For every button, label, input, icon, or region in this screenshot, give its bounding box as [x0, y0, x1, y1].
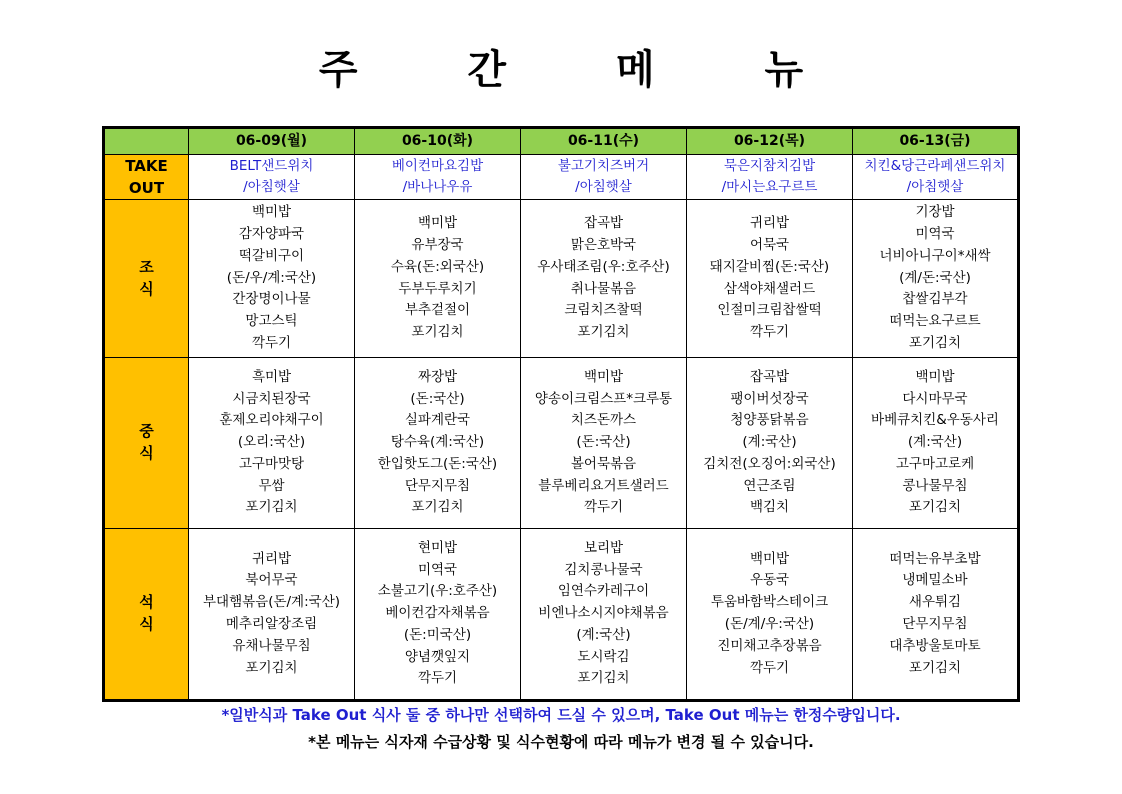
- menu-item: 메추리알장조림: [225, 616, 318, 632]
- row-label-line: 식: [139, 615, 154, 633]
- menu-item: 우동국: [749, 572, 790, 589]
- menu-item: 어묵국: [749, 236, 790, 253]
- menu-item: 임연수카레구이: [557, 583, 650, 600]
- lunch-cell: [189, 358, 355, 529]
- breakfast-cell: [189, 200, 355, 358]
- menu-item: 김치전(오징어:외국산): [703, 455, 836, 472]
- lunch-label: [104, 358, 189, 529]
- menu-item: 백미밥: [749, 550, 790, 567]
- row-label-line: 식: [139, 444, 154, 462]
- takeout-cell: [853, 155, 1019, 200]
- takeout-label: [104, 155, 189, 200]
- menu-item: 깍두기: [583, 499, 624, 516]
- menu-item: 잡곡밥: [583, 215, 624, 232]
- menu-item: 간장명이나물: [232, 291, 311, 308]
- breakfast-cell: [687, 200, 853, 358]
- menu-item: /마시는요구르트: [721, 179, 818, 195]
- breakfast-label: [104, 200, 189, 358]
- menu-item: 단무지무침: [404, 477, 471, 494]
- menu-change-notice: *본 메뉴는 식자재 수급상황 및 식수현황에 따라 메뉴가 변경 될 수 있습니다.: [308, 733, 814, 751]
- menu-item: 흑미밥: [251, 368, 292, 385]
- breakfast-cell: [521, 200, 687, 358]
- menu-item: 고구마고로케: [895, 455, 975, 472]
- row-label-line: 식: [139, 279, 154, 298]
- menu-item: 감자양파국: [238, 226, 305, 242]
- menu-item: 취나물볶음: [570, 280, 637, 297]
- day-header: 06-12(목): [687, 128, 853, 155]
- menu-item: 백미밥: [417, 215, 458, 232]
- menu-item: 기장밥: [915, 204, 955, 221]
- menu-item: 귀리밥: [251, 550, 292, 567]
- table-header-row: [104, 128, 1019, 155]
- menu-item: 양송이크림스프*크루통: [534, 390, 673, 407]
- menu-item: 연근조림: [743, 477, 796, 494]
- day-header: 06-11(수): [521, 128, 687, 155]
- menu-item: (돈/계/우:국산): [724, 616, 815, 632]
- menu-item: 진미채고추장볶음: [717, 637, 822, 654]
- row-label-line: 석: [139, 593, 154, 612]
- menu-item: 맑은호박국: [570, 236, 637, 253]
- menu-item: 두부두루치기: [398, 280, 477, 297]
- dinner-cell: [687, 529, 853, 701]
- weekly-menu-table: [102, 126, 1020, 702]
- menu-item: 잡곡밥: [749, 368, 790, 385]
- menu-item: 크림치즈찰떡: [564, 302, 643, 319]
- menu-item: 포기김치: [411, 324, 464, 341]
- menu-item: 베이컨감자채볶음: [385, 605, 490, 622]
- menu-item: /아침햇살: [575, 179, 632, 195]
- menu-item: 백미밥: [251, 204, 292, 221]
- lunch-cell: [355, 358, 521, 529]
- page-title: 주 간 메 뉴: [318, 47, 852, 93]
- menu-item: 새우튀김: [908, 594, 962, 611]
- menu-item: 다시마무국: [902, 390, 968, 407]
- takeout-row: [104, 155, 1019, 200]
- row-label-line: OUT: [128, 179, 165, 197]
- menu-item: 콩나물무침: [902, 477, 968, 494]
- menu-item: 실파계란국: [404, 412, 471, 429]
- menu-item: (계:국산): [907, 434, 963, 451]
- menu-item: 너비아니구이*새싹: [879, 247, 991, 264]
- menu-item: (오리:국산): [237, 434, 306, 451]
- menu-item: 현미밥: [417, 539, 458, 556]
- menu-item: 깍두기: [749, 659, 790, 676]
- menu-item: 단무지무침: [902, 616, 968, 632]
- menu-item: 포기김치: [411, 499, 464, 516]
- row-label-line: 조: [139, 257, 154, 276]
- menu-item: 북어무국: [245, 572, 298, 589]
- lunch-cell: [853, 358, 1019, 529]
- menu-item: (계:국산): [742, 434, 797, 451]
- menu-item: 백미밥: [915, 368, 955, 385]
- menu-item: 떠먹는요구르트: [889, 313, 981, 330]
- breakfast-cell: [853, 200, 1019, 358]
- menu-item: (돈:국산): [576, 434, 631, 451]
- day-header: 06-10(화): [355, 128, 521, 155]
- menu-item: 바베큐치킨&우동사리: [871, 412, 999, 429]
- menu-item: 양념깻잎지: [404, 648, 471, 665]
- row-label-line: 중: [139, 422, 154, 441]
- menu-item: 치킨&당근라페샌드위치: [864, 158, 1006, 174]
- menu-item: 냉메밀소바: [902, 572, 968, 589]
- menu-item: /아침햇살: [243, 179, 300, 195]
- takeout-cell: [355, 155, 521, 200]
- menu-item: 우사태조림(우:호주산): [537, 258, 670, 275]
- menu-item: 투움바함박스테이크: [710, 594, 829, 611]
- menu-item: 깍두기: [417, 670, 458, 687]
- menu-item: 탕수육(계:국산): [390, 434, 485, 451]
- menu-item: 무쌈: [258, 477, 285, 494]
- breakfast-row: [104, 200, 1019, 358]
- menu-item: (돈:국산): [410, 390, 465, 407]
- lunch-cell: [521, 358, 687, 529]
- menu-item: 깍두기: [749, 324, 790, 341]
- dinner-cell: [853, 529, 1019, 701]
- menu-item: 대추방울토마토: [889, 637, 981, 654]
- dinner-cell: [521, 529, 687, 701]
- menu-item: 포기김치: [908, 499, 962, 516]
- row-label-line: TAKE: [125, 157, 168, 175]
- takeout-cell: [521, 155, 687, 200]
- menu-item: 귀리밥: [749, 215, 790, 232]
- menu-item: 볼어묵볶음: [570, 455, 637, 472]
- menu-item: 포기김치: [908, 659, 962, 676]
- menu-item: 수육(돈:외국산): [390, 258, 485, 275]
- menu-item: 포기김치: [245, 659, 298, 676]
- menu-item: 포기김치: [577, 324, 630, 341]
- menu-item: /바나나우유: [402, 179, 473, 195]
- lunch-row: [104, 358, 1019, 529]
- menu-item: 인절미크림찹쌀떡: [717, 302, 822, 319]
- menu-item: 팽이버섯장국: [730, 390, 809, 407]
- menu-item: 블루베리요거트샐러드: [538, 477, 669, 494]
- menu-item: 미역국: [417, 561, 458, 578]
- takeout-cell: [687, 155, 853, 200]
- menu-item: 베이컨마요김밥: [391, 158, 484, 174]
- menu-item: 돼지갈비찜(돈:국산): [709, 258, 830, 275]
- takeout-cell: [189, 155, 355, 200]
- menu-item: 미역국: [915, 226, 955, 242]
- menu-item: 망고스틱: [245, 313, 298, 330]
- menu-item: (계/돈:국산): [899, 269, 971, 286]
- menu-item: 청양풍닭볶음: [730, 412, 809, 429]
- dinner-label: [104, 529, 189, 701]
- menu-item: 불고기치즈버거: [557, 158, 650, 174]
- breakfast-cell: [355, 200, 521, 358]
- menu-item: 비엔나소시지야채볶음: [538, 605, 669, 622]
- menu-item: 고구마맛탕: [238, 455, 305, 472]
- menu-item: 부대햄볶음(돈/계:국산): [203, 594, 340, 611]
- lunch-cell: [687, 358, 853, 529]
- menu-item: 유채나물무침: [232, 637, 311, 654]
- menu-item: 김치콩나물국: [564, 561, 643, 578]
- menu-item: 찹쌀김부각: [902, 291, 968, 308]
- menu-item: 포기김치: [245, 499, 298, 516]
- menu-item: 백미밥: [583, 368, 624, 385]
- menu-item: (돈/우/계:국산): [226, 269, 317, 286]
- menu-item: 묵은지참치김밥: [723, 158, 816, 174]
- menu-item: 치즈돈까스: [570, 412, 637, 429]
- menu-item: 한입핫도그(돈:국산): [377, 455, 498, 472]
- menu-item: 삼색야채샐러드: [723, 280, 816, 297]
- corner-cell: [104, 128, 189, 155]
- day-header: 06-13(금): [853, 128, 1019, 155]
- dinner-row: [104, 529, 1019, 701]
- dinner-cell: [189, 529, 355, 701]
- menu-item: 도시락김: [577, 648, 630, 665]
- day-header: 06-09(월): [189, 128, 355, 155]
- menu-item: 보리밥: [583, 539, 624, 556]
- menu-item: (계:국산): [576, 626, 631, 643]
- menu-item: 백김치: [749, 499, 790, 516]
- menu-item: 짜장밥: [417, 368, 458, 385]
- menu-item: 떡갈비구이: [238, 247, 305, 264]
- dinner-cell: [355, 529, 521, 701]
- menu-item: 떠먹는유부초밥: [889, 550, 981, 567]
- menu-item: 훈제오리야채구이: [219, 412, 324, 429]
- menu-item: /아침햇살: [906, 179, 964, 195]
- takeout-notice: *일반식과 Take Out 식사 둘 중 하나만 선택하여 드실 수 있으며, Take Out 메뉴는 한정수량입니다.: [221, 706, 901, 724]
- menu-item: 포기김치: [577, 670, 630, 687]
- menu-item: (돈:미국산): [403, 626, 472, 643]
- menu-item: 유부장국: [411, 236, 464, 253]
- menu-item: 부추겉절이: [404, 302, 471, 319]
- menu-item: 소불고기(우:호주산): [377, 583, 498, 600]
- menu-item: BELT샌드위치: [229, 158, 314, 174]
- menu-item: 포기김치: [908, 334, 962, 351]
- menu-item: 시금치된장국: [232, 390, 311, 407]
- menu-item: 깍두기: [251, 334, 292, 351]
